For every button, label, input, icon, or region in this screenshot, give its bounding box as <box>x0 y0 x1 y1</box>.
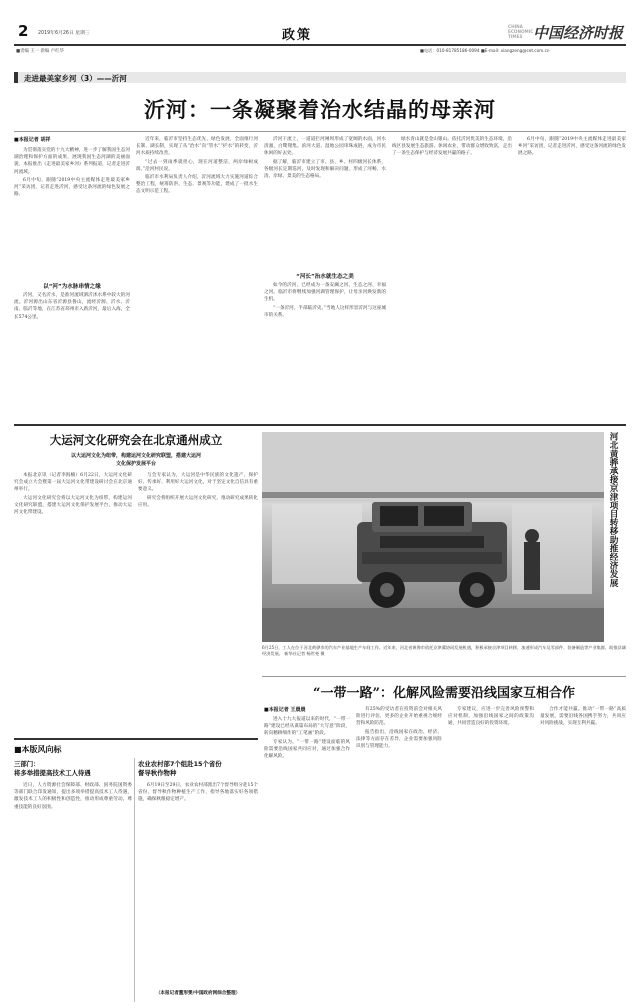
paragraph: 研究会将组织开展大运河文化研究，推动研究成果转化应用。 <box>138 495 258 508</box>
story3-col-4 <box>540 706 626 1002</box>
section-rule <box>14 424 626 426</box>
top-story-byline: ■本报记者 胡祥 <box>14 137 51 143</box>
top-story-col-1 <box>14 147 130 280</box>
header-credits-left: ■责编 王一 新编 卢红华 <box>16 49 64 54</box>
photo-caption: 6月25日，工人在位于河北黄骅市的汽车产业基地生产车间工作。近年来，河北省黄骅市依托京津冀协同发展机遇，积极承接京津项目转移，加速形成汽车及零部件、装备制造等产业集群，助推县域经济发展。 新华社记者 杨世尧 摄 <box>262 645 626 656</box>
paragraph: 6月19日至29日，农业农村部派出7个督导组分赴15个省份，督导秋作物种植生产工作，指导各地落实好各项措施，确保秋粮稳定增产。 <box>138 783 258 803</box>
kicker-bar <box>14 72 626 83</box>
top-story-col-2 <box>136 136 258 420</box>
paragraph: 报告指出，沿线国家在政治、经济、法律等方面存在差异，企业需要加强风险识别与管理能力。 <box>356 729 442 750</box>
masthead-logo: 中国经济时报 <box>533 24 624 42</box>
paragraph: “过去一到雨季就担心，现在河道整洁，两岸绿树成荫。”沿河村民说。 <box>136 159 258 172</box>
paragraph: 大运河文化研究会将以大运河文化为纽带，构建运河文化研究联盟，搭建大运河文化保护发展平台，推动大运河文化带建设。 <box>14 495 132 516</box>
header-credits-right: ■电话：010-81785186-0094 ■E-mail: xiangzeng@cet.com.cn <box>420 48 550 53</box>
paragraph: 6月中旬，跟随“2019中央主流媒体走进最美家乡河”采访团，记者走进沂河，感受这条河流的绿色发展之路。 <box>518 137 626 157</box>
factory-scene-illustration <box>262 432 604 642</box>
paragraph: 6月中旬，跟随“2019中央主流媒体走进最美家乡河”采访团，记者走进沂河，感受这条河流的绿色发展之路。 <box>14 177 130 198</box>
paragraph: “一条沂河，半部临沂史。”当地人这样形容沂河与这座城市的关系。 <box>264 305 386 318</box>
masthead-en-line: ECONOMIC <box>508 29 534 34</box>
item1-title <box>14 760 132 778</box>
item2-body <box>138 782 258 982</box>
story3-col-2 <box>356 706 442 1002</box>
vertical-photo-title-text: 河北黄骅承接京津项目转移助推经济发展 <box>608 432 618 587</box>
top-story-col-4 <box>392 136 512 420</box>
page-header <box>0 0 640 60</box>
item1-title-line: 三部门： <box>14 760 40 768</box>
page-number: 2 <box>18 22 29 40</box>
paragraph: 绿水青山就是金山银山。依托沂河优美的生态环境，沿线区县发展生态旅游、休闲农业，带动群众增收致富，走出了一条生态保护与经济发展共赢的路子。 <box>392 137 512 157</box>
vertical-photo-title <box>608 432 628 642</box>
story2-headline: 大运河文化研究会在北京通州成立 <box>49 433 223 447</box>
top-story-col-3 <box>264 136 386 270</box>
paragraph: 本报北京讯（记者李海楠）6月22日，大运河文化研究会成立大会暨第一届大运河文化带建设研讨会在北京通州举行。 <box>14 473 132 493</box>
lower-left-divider <box>134 758 135 1002</box>
story3-top-rule <box>262 676 626 677</box>
header-rule <box>14 44 626 46</box>
story2-col-1 <box>14 472 132 734</box>
paragraph: 据了解，临沂市建立了市、县、乡、村四级河长体系，各级河长定期巡河，及时发现和解决问题，形成了河畅、水清、岸绿、景美的生态格局。 <box>264 159 386 180</box>
masthead-en-line: CHINA <box>508 24 523 29</box>
subhead: 以“河”为水脉串情之缘 <box>43 284 101 290</box>
item2-source: （本报记者董形雯/中国政府网综合整理） <box>155 991 241 996</box>
kicker-text: 走进最美家乡河（3）——沂河 <box>24 74 127 83</box>
paragraph: 为贯彻落实党的十九大精神，进一步了解我国生态河湖治理和保护方面的成果，展现我国生态河湖的美丽面貌，本报推出《走进最美家乡河》系列报道，记者走进沂河流域。 <box>14 148 130 175</box>
masthead-en-line: TIMES <box>508 34 523 39</box>
paragraph: 与会专家认为，大运河是中华民族的文化遗产，保护好、传承好、利用好大运河文化，对于坚定文化自信具有重要意义。 <box>138 473 258 493</box>
paragraph: 近日，人力资源社会保障部、财政部、国务院国资委等部门联合印发通知，提出多项举措提高技术工人待遇，激发技术工人的积极性和创造性，推动形成尊重劳动、尊重技能的良好氛围。 <box>14 783 132 810</box>
item1-body <box>14 782 132 1002</box>
paragraph: 专家认为，“一带一路”建设面临的风险需要沿线国家共同应对，通过加强合作化解风险。 <box>264 739 350 760</box>
paragraph: 合作才能共赢。推动“一带一路”高质量发展，需要沿线各国携手努力，共同应对风险挑战，实现互利共赢。 <box>540 707 626 727</box>
item2-title <box>138 760 258 778</box>
top-story-col-1b <box>14 292 130 420</box>
paragraph: 专家建议，应进一步完善风险预警和应对机制，加强沿线国家之间的政策沟通，共同营造良好的投资环境。 <box>448 707 534 727</box>
story3-col-3 <box>448 706 534 1002</box>
paragraph: 近年来，临沂市坚持生态优先、绿色发展，全面推行河长制、湖长制，实现了从“治水”向“管水”“护水”的转变，沂河水质持续改善。 <box>136 137 258 157</box>
headline-rule <box>14 131 626 132</box>
header-date: 2019年6月26日 星期三 <box>38 31 90 36</box>
story2-col-2 <box>138 472 258 734</box>
item2-title-line: 农业农村部7个组赴15个省份 <box>138 760 222 768</box>
item2-title-line: 督导秋作物种 <box>138 769 177 777</box>
paragraph: 临沂市水利局负责人介绍，沂河流域大力实施河道综合整治工程，统筹防洪、生态、景观等功能，建成了一批水生态文明示范工程。 <box>136 175 258 195</box>
lower-left-section-title: ■本版风向标 <box>14 745 62 754</box>
paragraph: 进入十九大报道以来的时代，“一带一路”建设已经从谋篇布局的“大写意”阶段，转向精耕细作的“工笔画”阶段。 <box>264 717 350 737</box>
story3-byline: ■本报记者 王晨晨 <box>264 707 306 713</box>
top-story-col-3b <box>264 282 386 420</box>
headline-main: 沂河：一条凝聚着治水结晶的母亲河 <box>144 97 496 122</box>
story3-headline: “一带一路”：化解风险需要沿线国家互相合作 <box>313 686 575 701</box>
item1-title-line: 将多举措提高技术工人待遇 <box>14 769 91 777</box>
lower-left-rule <box>14 738 258 740</box>
paragraph: 有25%的受访者在投资前会对相关风险进行评估，更多的企业开始重视合规经营和风险防范。 <box>356 707 442 727</box>
news-photo <box>262 432 604 642</box>
paragraph: 如今的沂河，已经成为一条安澜之河、生态之河、幸福之河。临沂市将继续加强河湖管理保护，让母亲河焕发新的生机。 <box>264 283 386 303</box>
story2-subhead-2: 文化保护发展平台 <box>115 461 156 467</box>
top-story-col-5 <box>518 136 626 420</box>
masthead-en <box>508 24 533 39</box>
story2-subhead-1: 以大运河文化为纽带，构建运河文化研究联盟，搭建大运河 <box>70 453 201 459</box>
section-title: 政策 <box>282 28 313 43</box>
subhead: “河长”治水就生态之美 <box>296 274 354 280</box>
story3-col-1 <box>264 716 350 1002</box>
paragraph: 沂河干流上，一道道拦河闸坝形成了宽阔的水面，河水清澈，白鹭翔集。滨河大道、湿地公园串珠成链，成为市民休闲的好去处。 <box>264 137 386 157</box>
paragraph: 沂河，又名沂水，是淮河流域泗沂沭水系中较大的河流。沂河源出山东省沂源县鲁山，流经沂源、沂水、沂南、临沂等地，在江苏省邳州市入新沂河，最后入海，全长574公里。 <box>14 293 130 320</box>
